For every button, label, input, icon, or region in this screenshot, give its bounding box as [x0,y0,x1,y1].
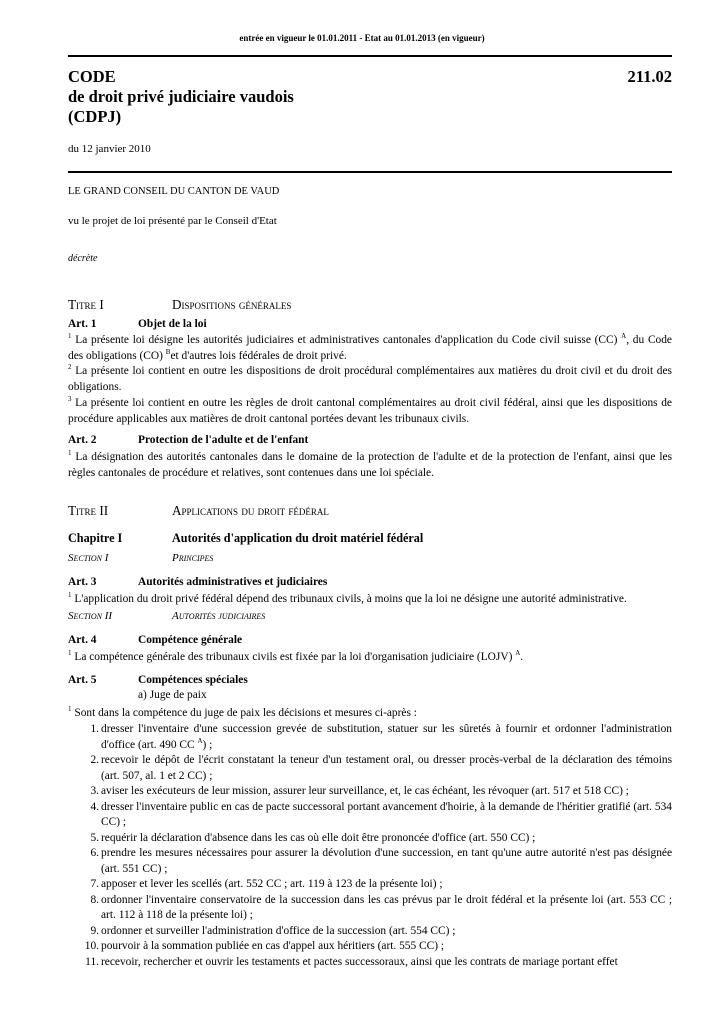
art-4-para-1: $^1$ La compétence générale des tribunaux civils est fixée par la loi d'organisation judiciaire (LOJV) $^A$. [68,649,524,663]
list-item: 3. aviser les exécuteurs de leur mission, assurer leur surveillance, et, le cas échéant, les révoquer (art. 517 et 518 CC) ; [90,785,629,797]
art-1-para-1: $^1$ La présente loi désigne les autorités judiciaires et administratives cantonales d'application du Code civil suisse (CC) $^A$, du Code des obligations (CO) $^B$et d'autres lois fédérales de droit privé. [68,332,672,362]
art-3-para-1: $^1$ L'application du droit privé fédéral dépend des tribunaux civils, à moins que la loi ne désigne une autorité administrative. [68,591,627,605]
top-rule [68,55,672,57]
vu-line: vu le projet de loi présenté par le Conseil d'Etat [68,215,277,227]
art-2-title: Protection de l'adulte et de l'enfant [138,434,309,446]
decrete-line: décrète [68,253,98,264]
section-2-label: Section II [68,610,113,622]
list-item: 11. recevoir, rechercher et ouvrir les testaments et pactes successoraux, ainsi que les contrats de mariage portant effet [85,955,618,968]
art-5-subtitle: a) Juge de paix [138,689,207,701]
titre-2-title: Applications du droit fédéral [172,503,329,518]
art-5-intro: $^1$ Sont dans la compétence du juge de paix les décisions et mesures ci-après : [68,705,417,719]
code-number: 211.02 [627,67,672,86]
chapitre-1-label: Chapitre I [68,531,123,545]
section-1-title: Principes [172,552,214,564]
list-item: 2. recevoir le dépôt de l'écrit constatant la teneur d'un testament oral, ou dresser procès-verbal de la déclaration des témoins (art. 507, al. 1 et 2 CC) ; [90,754,672,782]
list-item: 9. ordonner et surveiller l'administration d'office de la succession (art. 554 CC) ; [90,924,456,937]
titre-1-title: Dispositions générales [172,297,292,312]
list-item: 7. apposer et lever les scellés (art. 552 CC ; art. 119 à 123 de la présente loi) ; [90,878,443,890]
council-line: LE GRAND CONSEIL DU CANTON DE VAUD [68,186,280,197]
art-4-label: Art. 4 [68,634,97,646]
art-3-title: Autorités administratives et judiciaires [138,576,328,588]
art-5-title: Compétences spéciales [138,674,248,686]
art-1-label: Art. 1 [68,318,97,330]
header-note: entrée en vigueur le 01.01.2011 - Etat au 01.01.2013 (en vigueur) [239,33,485,43]
art-1-title: Objet de la loi [138,318,207,330]
title-rule [68,171,672,173]
code-date: du 12 janvier 2010 [68,143,151,155]
chapitre-1-title: Autorités d'application du droit matériel fédéral [172,531,424,545]
art-5-label: Art. 5 [68,674,97,686]
code-title-line2: de droit privé judiciaire vaudois [68,87,294,106]
code-title-line3: (CDPJ) [68,107,122,126]
code-title-line1: CODE [68,67,116,86]
art-3-label: Art. 3 [68,576,97,588]
list-item: 6. prendre les mesures nécessaires pour assurer la dévolution d'une succession, en tant qu'une autre autorité n'est pas désignée (art. 551 CC) ; [90,847,672,875]
list-item: 4. dresser l'inventaire public en cas de pacte successoral portant avancement d'hoirie, à la demande de l'héritier gratifié (art. 534 CC) ; [90,800,672,828]
art-1-para-3: $^3$ La présente loi contient en outre les règles de droit cantonal complémentaires au droit civil fédéral, ainsi que les dispositions de procédure applicables aux matières de droit cantonal portées devant les tribunaux civils. [68,395,672,425]
list-item: 10. pourvoir à la sommation publiée en cas d'appel aux héritiers (art. 555 CC) ; [84,940,445,952]
titre-1-label: Titre I [68,297,104,312]
art-4-title: Compétence générale [138,634,243,646]
art-1-para-2: $^2$ La présente loi contient en outre les dispositions de droit procédural complémentaires aux matières du droit civil et du droit des obligations. [68,363,672,393]
list-item: 1. dresser l'inventaire d'une succession grevée de substitution, statuer sur les sûretés à fournir et ordonner l'administration d'office (art. 490 CC $^A$) ; [90,723,672,751]
art-2-label: Art. 2 [68,434,97,446]
section-2-title: Autorités judiciaires [172,610,266,622]
section-1-label: Section I [68,552,109,564]
code-title [68,67,294,127]
art-5-list [68,722,672,970]
art-2-para-1: $^1$ La désignation des autorités cantonales dans le domaine de la protection de l'adulte et de la protection de l'enfant, ainsi que les règles cantonales de procédure et relatives, sont contenues dans une loi spéciale. [68,449,672,479]
list-item: 5. requérir la déclaration d'absence dans les cas où elle doit être prononcée d'office (art. 550 CC) ; [90,831,536,844]
list-item: 8. ordonner l'inventaire conservatoire de la succession dans les cas prévus par le droit fédéral et la présente loi (art. 553 CC ; art. 112 à 118 de la présente loi) ; [90,893,672,921]
titre-2-label: Titre II [68,503,109,518]
